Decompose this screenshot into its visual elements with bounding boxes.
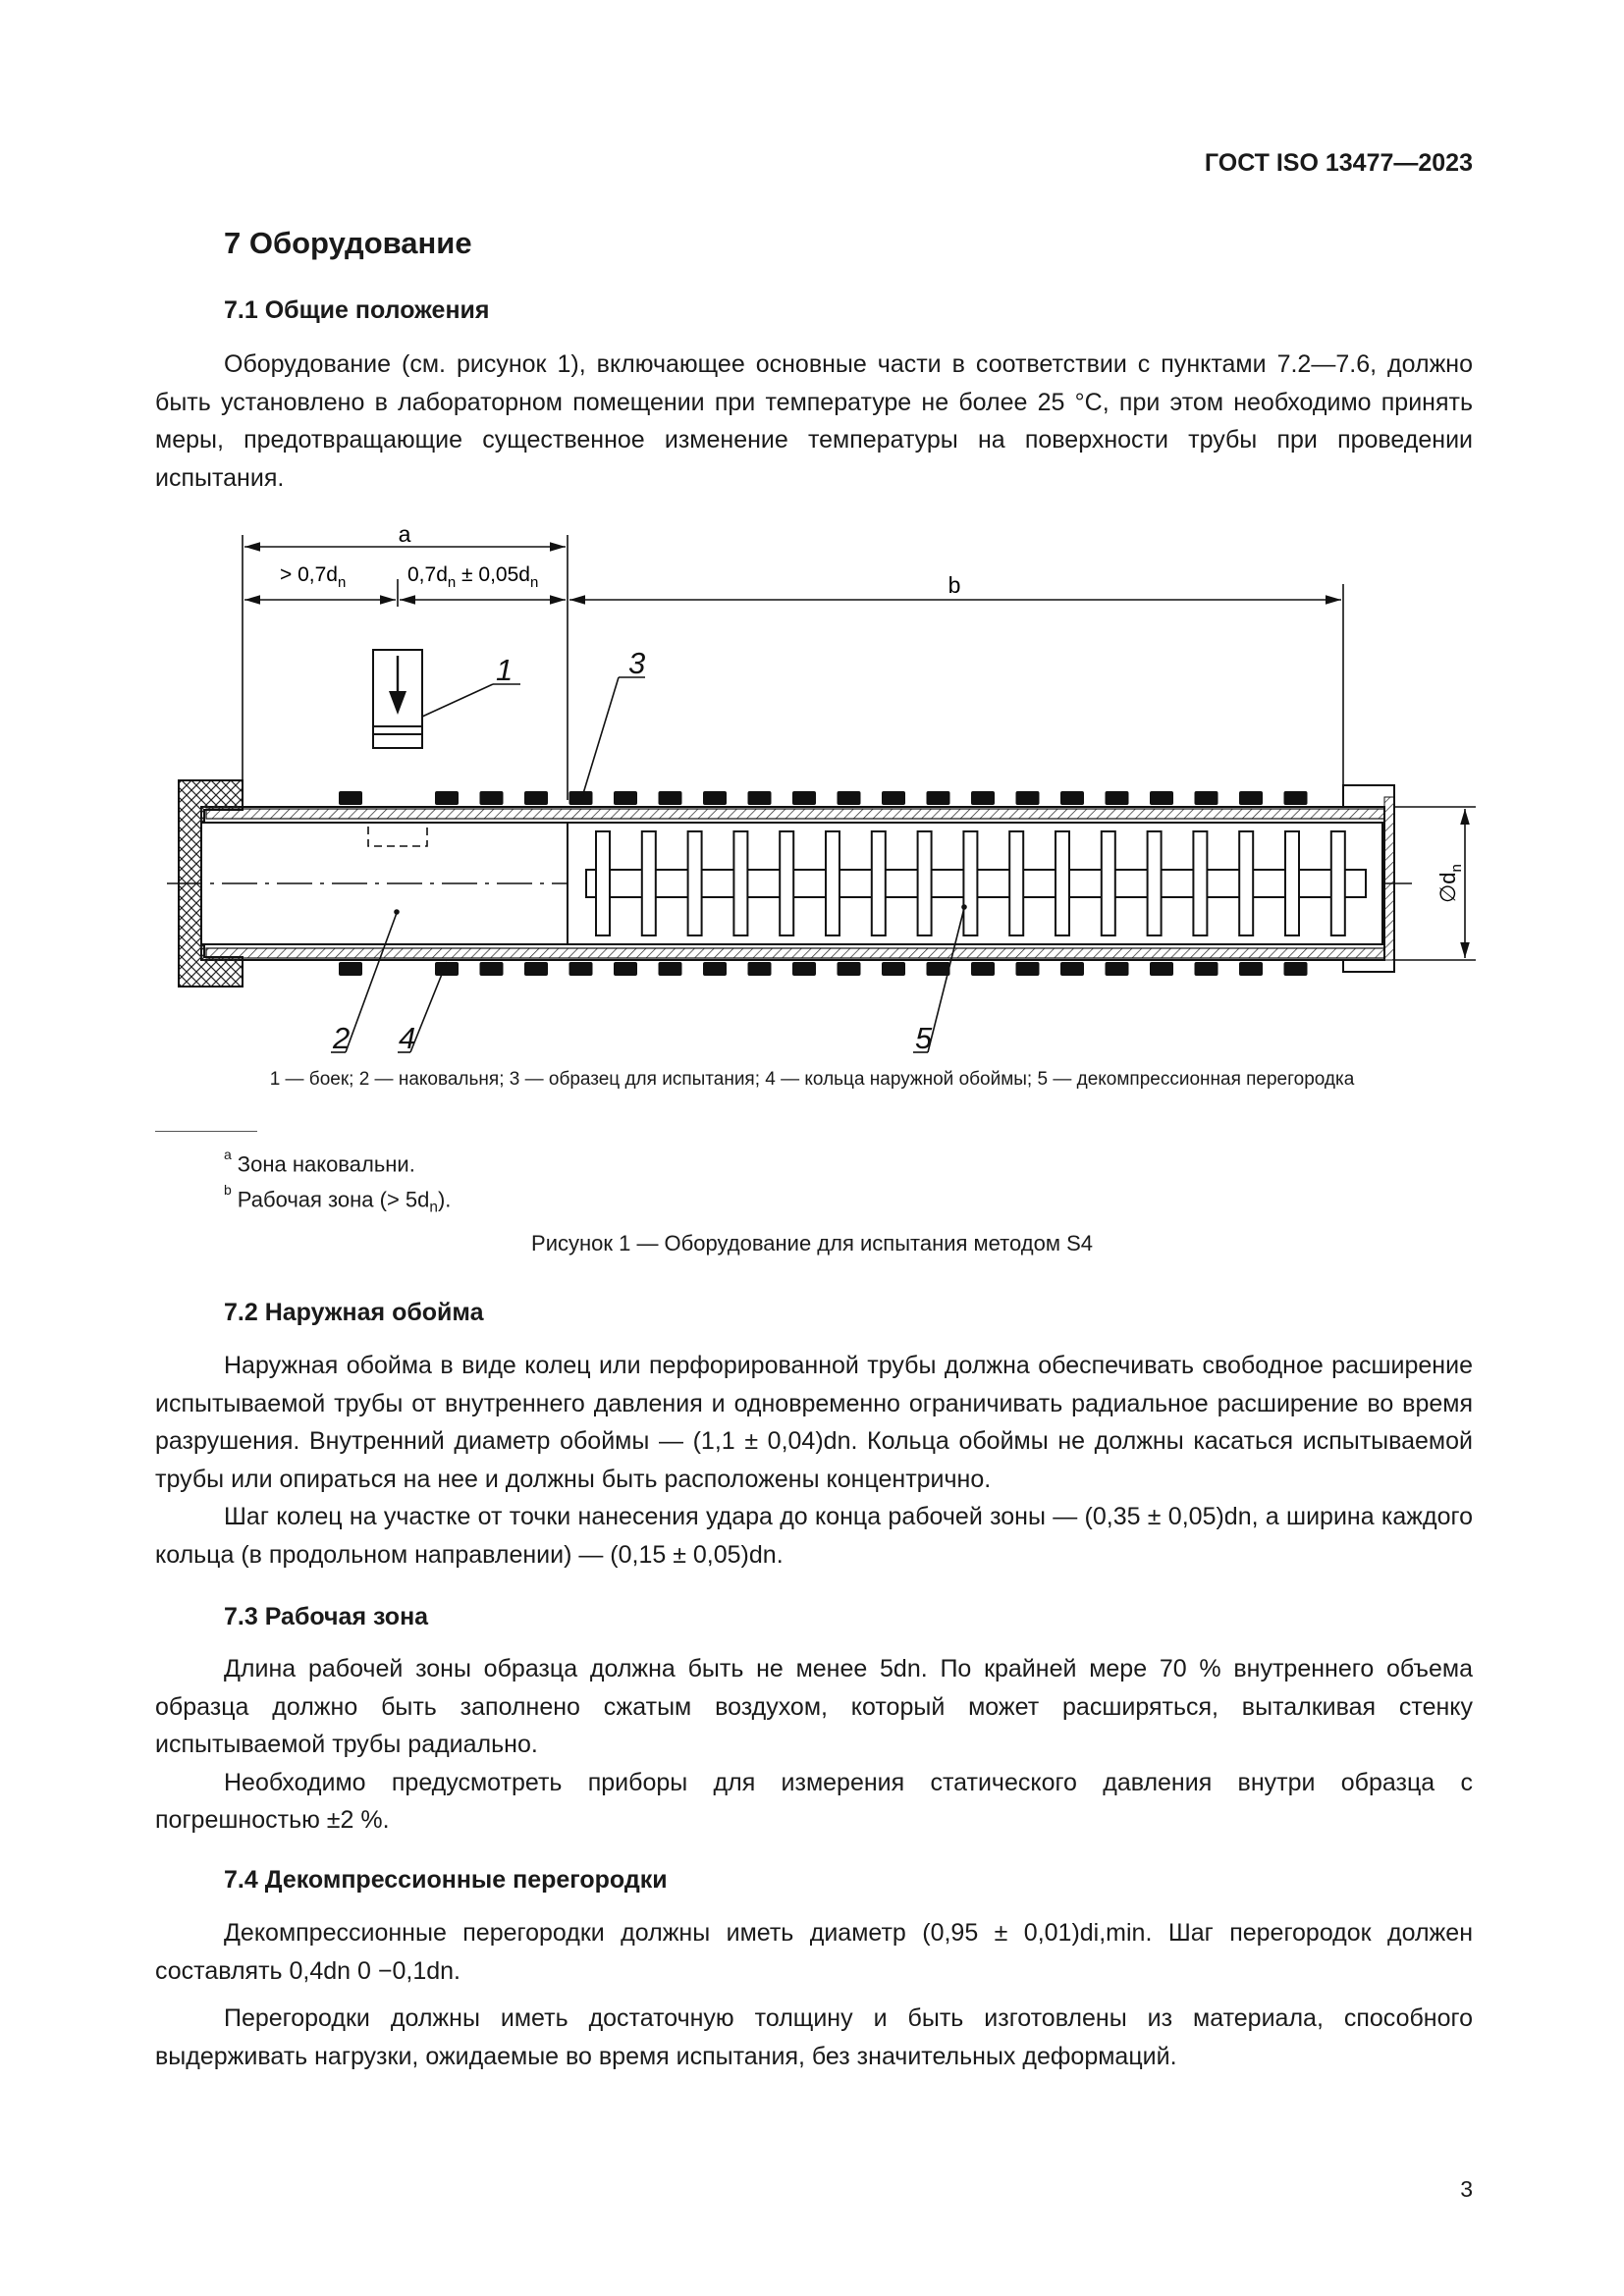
cage-ring [569,962,593,976]
cage-ring [569,791,593,805]
footnote-a-text: Зона наковальни. [237,1151,415,1177]
dim-mid-sub-2: n [529,574,539,591]
cage-ring [792,791,816,805]
cage-ring [748,791,772,805]
cage-ring [1016,791,1040,805]
pipe-wall-top [206,809,1384,819]
decompression-baffle [780,831,793,935]
footnote-b [224,1182,452,1217]
item-number-3: 3 [628,646,646,680]
cage-ring [524,791,548,805]
striker [373,650,422,748]
decompression-baffle [1056,831,1069,935]
figure-caption: Рисунок 1 — Оборудование для испытания методом S4 [531,1231,1093,1255]
cage-ring [703,791,727,805]
cage-ring [480,791,504,805]
cage-ring [748,962,772,976]
cage-ring [971,962,995,976]
paragraph: Перегородки должны иметь достаточную толщину и быть изготовлены из материала, способного выдерживать нагрузки, ожидаемые во время испытания, без значительных деформаций. [155,2004,1473,2070]
decompression-baffle [1239,831,1253,935]
cage-ring [524,962,548,976]
section-7-3-text [155,1650,1473,1840]
dimension-striker-position-label [407,563,538,591]
item-number-1: 1 [496,653,514,687]
decompression-baffle [596,831,610,935]
cage-ring [882,791,905,805]
cage-ring [792,962,816,976]
footnote-a-mark: a [224,1147,232,1162]
paragraph: Шаг колец на участке от точки нанесения удара до конца рабочей зоны — (0,35 ± 0,05)dn, а ширина каждого кольца (в продольном направлении) — (0,15 ± 0,05)dn. [155,1503,1473,1569]
section-7-4-title: 7.4 Декомпрессионные перегородки [224,1866,668,1894]
cage-ring [614,962,637,976]
paragraph: Декомпрессионные перегородки должны иметь диаметр (0,95 ± 0,01)di,min. Шаг перегородок должен составлять 0,4dn 0 −0,1dn. [155,1919,1473,1985]
decompression-baffle [1285,831,1299,935]
paragraph: Наружная обойма в виде колец или перфорированной трубы должна обеспечивать свободное расширение испытываемой трубы от внутреннего давления и одновременно ограничивать радиальное расширение во время разрушения. Внутренний диаметр обоймы — (1,1 ± 0,04)dn. Кольца обоймы не должны касаться испытываемой трубы или опираться на нее и должны быть расположены концентрично. [155,1352,1473,1493]
cage-ring [927,791,950,805]
diameter-label [1435,864,1465,903]
paragraph: Необходимо предусмотреть приборы для измерения статического давления внутри образца с погрешностью ±2 %. [155,1768,1473,1835]
cage-ring [703,962,727,976]
section-7-3-title: 7.3 Рабочая зона [224,1603,429,1630]
cage-ring [614,791,637,805]
footnote-b-text: Рабочая зона (> 5d [237,1187,430,1212]
dimension-anvil-min-label [280,563,346,591]
cage-ring [339,791,362,805]
cage-ring [971,791,995,805]
decompression-baffle [688,831,702,935]
cage-ring [1239,962,1263,976]
cage-ring [1060,962,1084,976]
section-7-1-title: 7.1 Общие положения [224,296,490,324]
cage-ring [838,962,861,976]
cage-ring [1284,962,1308,976]
dim-mid-sub: n [447,574,457,591]
decompression-baffle [1102,831,1115,935]
decompression-baffle [1148,831,1162,935]
cage-ring [1195,962,1218,976]
section-7-2-title: 7.2 Наружная обойма [224,1299,484,1326]
cage-ring [1150,962,1173,976]
decompression-baffle [872,831,886,935]
dim-left-text: > 0,7d [280,563,338,586]
decompression-baffle [918,831,932,935]
item-number-4: 4 [399,1021,416,1055]
cage-ring [882,962,905,976]
cage-ring [1016,962,1040,976]
cage-ring [1060,791,1084,805]
cage-ring [339,962,362,976]
dia-text: ∅d [1435,872,1460,903]
section-7-1-text [155,346,1473,497]
footnote-b-sub: n [429,1199,438,1216]
cage-ring [659,962,682,976]
standard-designation: ГОСТ ISO 13477—2023 [1204,149,1473,177]
decompression-baffle [1009,831,1023,935]
decompression-baffle [963,831,977,935]
decompression-baffle [642,831,656,935]
section-7-title: 7 Оборудование [224,226,472,260]
cage-ring [1150,791,1173,805]
footnote-b-mark: b [224,1182,232,1198]
item-number-5: 5 [915,1021,933,1055]
figure-equipment-diagram [0,510,1624,1060]
figure-legend: 1 — боек; 2 — наковальня; 3 — образец для испытания; 4 — кольца наружной обоймы; 5 — декомпрессионная перегородка [269,1069,1355,1090]
decompression-baffle [826,831,839,935]
footnote-b-end: ). [437,1187,452,1212]
dim-mid-text: 0,7d [407,563,448,586]
section-7-2-text [155,1347,1473,1575]
decompression-baffles [568,823,1382,944]
page-number: 3 [1460,2176,1473,2202]
cage-ring [480,962,504,976]
decompression-baffle [1331,831,1345,935]
item-number-2: 2 [333,1021,351,1055]
paragraph: Оборудование (см. рисунок 1), включающее основные части в соответствии с пунктами 7.2—7.6, должно быть установлено в лабораторном помещении при температуре не более 25 °С, при этом необходимо принять меры, предотвращающие существенное изменение температуры на поверхности трубы при проведении испытания. [155,350,1473,492]
dia-sub: n [1448,864,1465,873]
dim-mid-text-2: ± 0,05d [456,563,530,586]
cage-ring [1239,791,1263,805]
footnote-a [224,1147,415,1177]
section-7-4-text [155,1914,1473,2075]
cage-ring [838,791,861,805]
dimension-a-label: a [398,521,411,547]
paragraph: Длина рабочей зоны образца должна быть не менее 5dn. По крайней мере 70 % внутреннего объема образца должно быть заполнено сжатым воздухом, который может расширяться, выталкивая стенку испытываемой трубы радиально. [155,1655,1473,1759]
decompression-baffle [1193,831,1207,935]
cage-ring [1106,791,1129,805]
dimension-b-label: b [947,572,961,598]
cage-ring [435,791,459,805]
cage-ring [1284,791,1308,805]
cage-ring [1106,962,1129,976]
footnote-divider [155,1131,257,1132]
cage-ring [659,791,682,805]
cage-ring [927,962,950,976]
dim-left-sub: n [337,574,347,591]
decompression-baffle [733,831,747,935]
cage-ring [1195,791,1218,805]
